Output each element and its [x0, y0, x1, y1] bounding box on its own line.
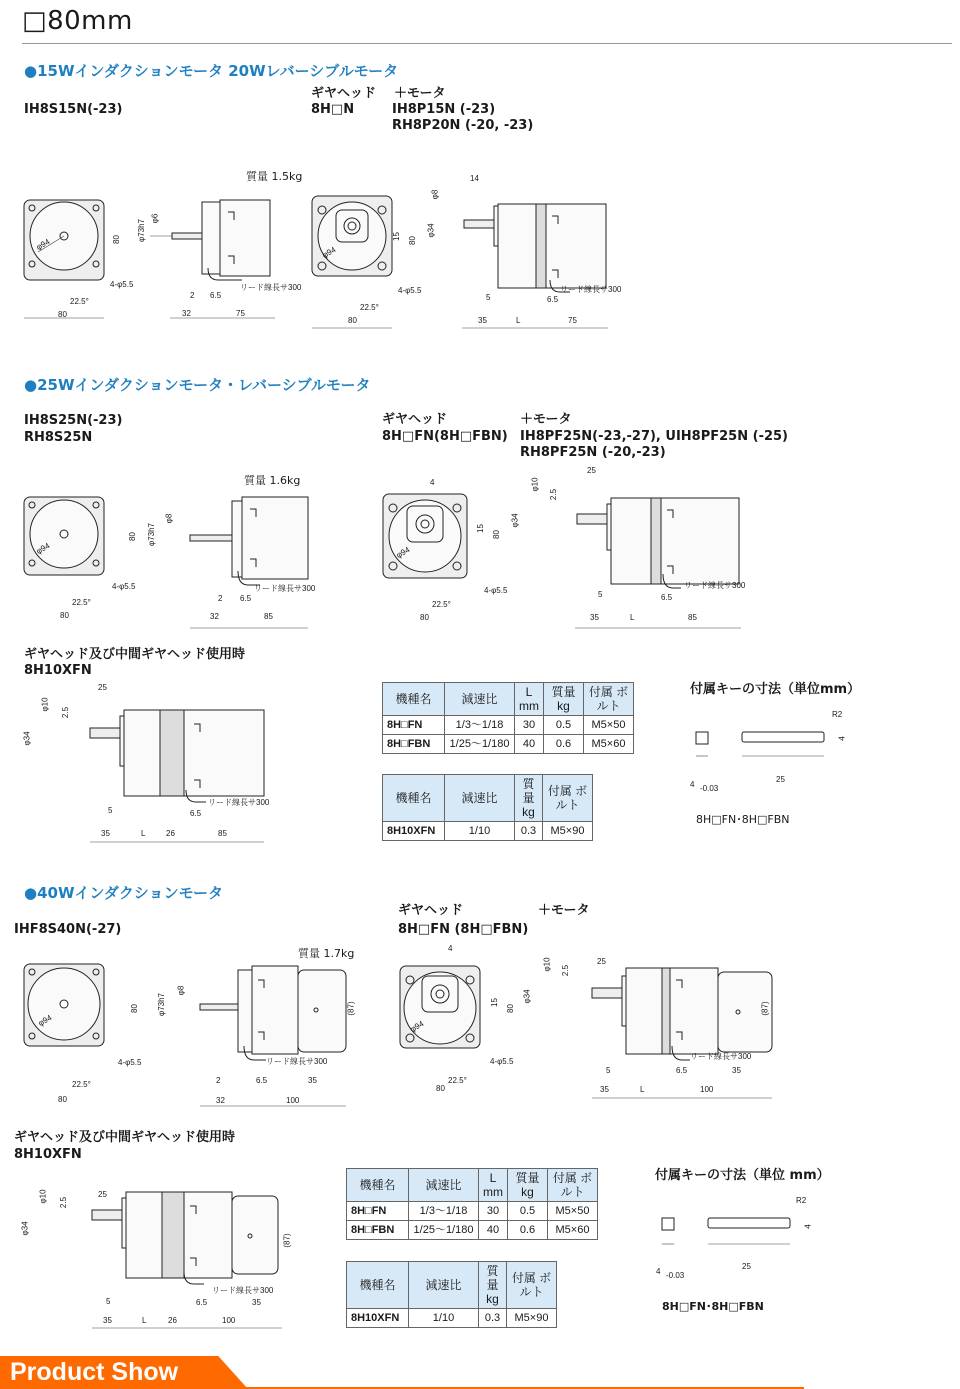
s3-gear-35b: 35 — [600, 1085, 609, 1094]
s3-phi94: φ94 — [36, 1013, 54, 1028]
s2-key-drawing — [690, 710, 843, 772]
s1-gear-holes: 4-φ5.5 — [398, 286, 422, 295]
s3-gear-side-drawing — [592, 966, 782, 1066]
s3-key-title: 付属キーの寸法（単位 mm） — [655, 1168, 830, 1183]
s2-gear-width: 80 — [420, 613, 429, 622]
s1-width-80: 80 — [58, 310, 67, 319]
s3-mid-26: 26 — [168, 1316, 177, 1325]
s2-height: 80 — [127, 532, 137, 541]
s3-plus-motor: ＋モータ — [538, 903, 590, 918]
s1-gear-front-drawing — [312, 196, 402, 286]
s2-key-title: 付属キーの寸法（単位mm） — [690, 682, 861, 697]
s2-mid-26: 26 — [166, 829, 175, 838]
s2-motor-model-1: IH8S25N(-23) — [24, 413, 123, 428]
s1-motor-front-drawing — [24, 200, 114, 280]
s1-combo-model-1: IH8P15N (-23) — [392, 102, 496, 117]
s2-key-4h: 4 — [690, 780, 695, 789]
s3-cell-model-2: 8H□FBN — [347, 1221, 409, 1240]
s2-gear-5: 5 — [598, 590, 603, 599]
s2-motor-model-2: RH8S25N — [24, 430, 93, 445]
s2-width: 80 — [60, 611, 69, 620]
cell2-bolt: M5×90 — [543, 822, 593, 841]
s1-gear-phi94: φ94 — [320, 245, 338, 260]
s1-gear-side-drawing — [462, 180, 612, 300]
s3-key-4v: 4 — [803, 1224, 813, 1229]
page-title: □80mm — [22, 6, 133, 36]
s2-dim-65: 6.5 — [240, 594, 252, 603]
th-model: 機種名 — [383, 683, 445, 716]
product-show-label: Product Show — [10, 1358, 179, 1386]
s3-gear-5: 5 — [606, 1066, 611, 1075]
s1-front-dim-lines — [24, 290, 124, 320]
s1-height-80: 80 — [111, 235, 121, 244]
s3-key-caption: 8H□FN･8H□FBN — [662, 1300, 764, 1313]
section-25w-title: ●25Wインダクションモータ・レバーシブルモータ — [24, 376, 371, 394]
s3-dim-32: 32 — [216, 1096, 225, 1105]
s1-gear-5: 5 — [486, 293, 491, 302]
s3-mid-5: 5 — [106, 1297, 111, 1306]
s2-mid-25b: 2.5 — [61, 706, 71, 719]
cell-model-2: 8H□FBN — [383, 735, 445, 754]
s2-gear-15: 15 — [475, 524, 485, 533]
s3-gear-25: 25 — [597, 957, 606, 966]
s3-gear-25b: 2.5 — [561, 964, 571, 977]
s3-phi73: φ73h7 — [156, 993, 166, 1016]
s3-th2-mass: 質量 kg — [479, 1262, 507, 1309]
s3-key-tol: -0.03 — [666, 1271, 685, 1280]
s1-gear-15: 15 — [391, 232, 401, 241]
s2-gear-holes: 4-φ5.5 — [484, 586, 508, 595]
s2-gear-25b: 2.5 — [549, 488, 559, 501]
s3-th-L: L mm — [479, 1169, 508, 1202]
s3-mid-lead: リード線長サ300 — [212, 1286, 274, 1295]
cell2-mass: 0.3 — [515, 822, 543, 841]
s3-dim-35: 35 — [308, 1076, 317, 1085]
s3-gear-65: 6.5 — [676, 1066, 688, 1075]
s3-cell-ratio-1: 1/3〜1/18 — [409, 1202, 479, 1221]
s3-mid-65: 6.5 — [196, 1298, 208, 1307]
s2-mid-85: 85 — [218, 829, 227, 838]
s2-combo-model-1: IH8PF25N(-23,-27), UIH8PF25N (-25) — [520, 429, 788, 444]
s3-cell-bolt-2: M5×60 — [548, 1221, 598, 1240]
s3-gear-holes: 4-φ5.5 — [490, 1057, 514, 1066]
s1-dim-2: 2 — [190, 291, 195, 300]
s2-plus-motor: ＋モータ — [520, 412, 572, 427]
s1-angle: 22.5° — [70, 297, 89, 306]
s3-gear-width: 80 — [436, 1084, 445, 1093]
s1-gear-height: 80 — [407, 236, 417, 245]
s3-gear-lead: リード線長サ300 — [690, 1052, 752, 1061]
s2-gear-65: 6.5 — [661, 593, 673, 602]
s1-mass: 質量 1.5kg — [246, 170, 303, 183]
s3-cell2-ratio: 1/10 — [409, 1309, 479, 1328]
s2-gear-front-drawing — [383, 494, 473, 580]
cell-ratio-1: 1/3〜1/18 — [445, 716, 515, 735]
s3-dim-100: 100 — [286, 1096, 300, 1105]
th-ratio: 減速比 — [445, 683, 515, 716]
s1-motor-side-drawing — [150, 200, 275, 280]
s2-mid-lead: リード線長サ300 — [208, 798, 270, 807]
s3-spec-table — [346, 1168, 598, 1240]
s2-combo-model-2: RH8PF25N (-20,-23) — [520, 445, 666, 460]
s1-gear-35: 35 — [478, 316, 487, 325]
s1-gear-front-dim — [312, 320, 402, 330]
s2-key-caption: 8H□FN･8H□FBN — [696, 813, 790, 826]
s3-key-4h: 4 — [656, 1267, 661, 1276]
s1-gear-side-dim — [462, 320, 612, 330]
s2-lead: リード線長サ300 — [254, 584, 316, 593]
s2-phi94: φ94 — [34, 541, 52, 556]
s3-gear-side-dim — [592, 1094, 782, 1104]
s3-phi8: φ8 — [176, 985, 186, 996]
s3-gear-label: ギヤヘッド — [398, 903, 464, 918]
s3-cell-L-2: 40 — [479, 1221, 508, 1240]
s3-gear-height: 80 — [505, 1004, 515, 1013]
s2-gear-model: 8H□FN(8H□FBN) — [382, 429, 508, 444]
s1-gear-lead: リード線長サ300 — [560, 285, 622, 294]
s3-th-ratio: 減速比 — [409, 1169, 479, 1202]
s2-mid-65: 6.5 — [190, 809, 202, 818]
cell-mass-1: 0.5 — [544, 716, 584, 735]
s2-mid-25: 25 — [98, 683, 107, 692]
section-15w-title: ●15Wインダクションモータ 20Wレバーシブルモータ — [24, 62, 399, 80]
s1-gear-75: 75 — [568, 316, 577, 325]
cell-L-1: 30 — [515, 716, 544, 735]
s3-gear-front-drawing — [400, 966, 490, 1056]
cell2-model: 8H10XFN — [383, 822, 445, 841]
s3-gear-87: (87) — [760, 1001, 770, 1016]
cell-model-1: 8H□FN — [383, 716, 445, 735]
s1-phi94: φ94 — [34, 237, 52, 252]
th-L: L mm — [515, 683, 544, 716]
s3-mid-spec-table — [346, 1261, 557, 1328]
s2-gear-lead: リード線長サ300 — [684, 581, 746, 590]
s1-gear-65: 6.5 — [547, 295, 559, 304]
cell-ratio-2: 1/25〜1/180 — [445, 735, 515, 754]
s2-key-tol: -0.03 — [700, 784, 719, 793]
s3-th2-model: 機種名 — [347, 1262, 409, 1309]
s3-87: (87) — [346, 1001, 356, 1016]
s2-phi73: φ73h7 — [146, 523, 156, 546]
s1-motor-model: IH8S15N(-23) — [24, 102, 123, 117]
th-bolt: 付属 ボルト — [584, 683, 634, 716]
s1-gear-L: L — [516, 316, 521, 325]
s3-mid-dim — [92, 1322, 292, 1332]
th2-model: 機種名 — [383, 775, 445, 822]
s3-side-dim — [200, 1100, 350, 1110]
s2-gear-phi34: φ34 — [510, 513, 520, 528]
s3-key-25: 25 — [742, 1262, 751, 1271]
s1-side-dim-lines — [150, 300, 280, 320]
s3-th-mass: 質量 kg — [508, 1169, 548, 1202]
s3-cell-model-1: 8H□FN — [347, 1202, 409, 1221]
s3-width: 80 — [58, 1095, 67, 1104]
s3-gear-angle: 22.5° — [448, 1076, 467, 1085]
s3-mid-title: ギヤヘッド及び中間ギヤヘッド使用時 — [14, 1130, 236, 1145]
s2-mid-phi10: φ10 — [40, 697, 50, 712]
s2-gear-4: 4 — [430, 478, 435, 487]
s3-mid-100: 100 — [222, 1316, 236, 1325]
s3-mid-model: 8H10XFN — [14, 1147, 82, 1162]
s1-gear-14: 14 — [470, 174, 479, 183]
s2-key-25: 25 — [776, 775, 785, 784]
s1-gear-phi8: φ8 — [430, 189, 440, 200]
s1-plus-motor: ＋モータ — [394, 86, 446, 101]
s2-holes: 4-φ5.5 — [112, 582, 136, 591]
cell-mass-2: 0.6 — [544, 735, 584, 754]
s2-side-dim — [160, 620, 310, 630]
s3-mass: 質量 1.7kg — [298, 947, 355, 960]
s3-dim-65: 6.5 — [256, 1076, 268, 1085]
th-mass: 質量 kg — [544, 683, 584, 716]
s3-th-bolt: 付属 ボルト — [548, 1169, 598, 1202]
cell-L-2: 40 — [515, 735, 544, 754]
s3-gear-phi94: φ94 — [408, 1019, 426, 1034]
s3-motor-side-drawing — [170, 966, 350, 1066]
s2-mid-L: L — [141, 829, 146, 838]
s3-angle: 22.5° — [72, 1080, 91, 1089]
th2-mass: 質量 kg — [515, 775, 543, 822]
s2-gear-height: 80 — [491, 530, 501, 539]
s3-mid-L: L — [142, 1316, 147, 1325]
section-40w-title: ●40Wインダクションモータ — [24, 884, 224, 902]
s3-motor-model: IHF8S40N(-27) — [14, 922, 122, 937]
s2-gear-angle: 22.5° — [432, 600, 451, 609]
s3-th2-ratio: 減速比 — [409, 1262, 479, 1309]
s3-cell2-bolt: M5×90 — [507, 1309, 557, 1328]
s2-mass: 質量 1.6kg — [244, 474, 301, 487]
s3-th-model: 機種名 — [347, 1169, 409, 1202]
s2-mid-gear-drawing — [90, 710, 270, 800]
s3-gear-phi34: φ34 — [522, 989, 532, 1004]
s3-mid-phi34: φ34 — [20, 1221, 30, 1236]
s2-dim-2: 2 — [218, 594, 223, 603]
s2-key-4v: 4 — [837, 736, 847, 741]
s3-mid-35: 35 — [252, 1298, 261, 1307]
s1-lead: リード線長サ300 — [240, 283, 302, 292]
s2-gear-phi10: φ10 — [530, 477, 540, 492]
s1-gear-label: ギヤヘッド — [311, 86, 377, 101]
s2-gear-side-drawing — [575, 494, 745, 594]
s2-mid-spec-table — [382, 774, 593, 841]
s3-mid-35b: 35 — [103, 1316, 112, 1325]
s1-gear-width: 80 — [348, 316, 357, 325]
s2-gear-85: 85 — [688, 613, 697, 622]
s2-gear-label: ギヤヘッド — [382, 412, 448, 427]
s1-combo-model-2: RH8P20N (-20, -23) — [392, 118, 534, 133]
cell2-ratio: 1/10 — [445, 822, 515, 841]
s2-mid-model: 8H10XFN — [24, 663, 92, 678]
s2-mid-dim — [90, 836, 270, 846]
s3-mid-87: (87) — [282, 1233, 292, 1248]
s3-key-drawing — [656, 1204, 816, 1264]
s3-cell-mass-1: 0.5 — [508, 1202, 548, 1221]
s1-phi73: φ73h7 — [136, 219, 146, 242]
s2-gear-35: 35 — [590, 613, 599, 622]
s2-phi8: φ8 — [164, 513, 174, 524]
s3-holes: 4-φ5.5 — [118, 1058, 142, 1067]
s3-mid-gear-drawing — [92, 1192, 292, 1288]
s3-cell-mass-2: 0.6 — [508, 1221, 548, 1240]
s3-cell-L-1: 30 — [479, 1202, 508, 1221]
s2-gear-side-dim — [575, 620, 745, 630]
s2-dim-32: 32 — [210, 612, 219, 621]
s1-dim-32: 32 — [182, 309, 191, 318]
s3-cell-ratio-2: 1/25〜1/180 — [409, 1221, 479, 1240]
s3-gear-4: 4 — [448, 944, 453, 953]
s2-mid-title: ギヤヘッド及び中間ギヤヘッド使用時 — [24, 647, 246, 662]
s1-dim-75: 75 — [236, 309, 245, 318]
s2-gear-phi94: φ94 — [394, 545, 412, 560]
cell-bolt-1: M5×50 — [584, 716, 634, 735]
s2-spec-table — [382, 682, 634, 754]
s3-height: 80 — [129, 1004, 139, 1013]
th2-ratio: 減速比 — [445, 775, 515, 822]
s3-mid-25b: 2.5 — [59, 1196, 69, 1209]
s2-dim-85: 85 — [264, 612, 273, 621]
s2-angle: 22.5° — [72, 598, 91, 607]
s2-mid-phi34: φ34 — [22, 731, 32, 746]
s1-gear-angle: 22.5° — [360, 303, 379, 312]
cell-bolt-2: M5×60 — [584, 735, 634, 754]
s3-gear-35: 35 — [732, 1066, 741, 1075]
s3-mid-25: 25 — [98, 1190, 107, 1199]
s2-gear-L: L — [630, 613, 635, 622]
s1-holes: 4-φ5.5 — [110, 280, 134, 289]
s1-phi6: φ6 — [150, 213, 160, 224]
s2-key-r2: R2 — [832, 710, 843, 719]
s3-dim-2: 2 — [216, 1076, 221, 1085]
s3-gear-100: 100 — [700, 1085, 714, 1094]
s1-dim-65: 6.5 — [210, 291, 222, 300]
th2-bolt: 付属 ボルト — [543, 775, 593, 822]
title-divider — [22, 43, 952, 44]
s2-motor-side-drawing — [160, 497, 310, 587]
s3-th2-bolt: 付属 ボルト — [507, 1262, 557, 1309]
s3-key-r2: R2 — [796, 1196, 807, 1205]
s3-motor-front-drawing — [24, 964, 124, 1054]
s2-mid-5: 5 — [108, 806, 113, 815]
s2-gear-25: 25 — [587, 466, 596, 475]
s2-motor-front-drawing — [24, 497, 124, 577]
s1-gear-phi34: φ34 — [426, 223, 436, 238]
s3-gear-phi10: φ10 — [542, 957, 552, 972]
s2-mid-35: 35 — [101, 829, 110, 838]
s3-gear-model: 8H□FN (8H□FBN) — [398, 922, 529, 937]
s3-mid-phi10: φ10 — [38, 1189, 48, 1204]
s3-cell2-mass: 0.3 — [479, 1309, 507, 1328]
s3-gear-L: L — [640, 1085, 645, 1094]
s3-lead: リード線長サ300 — [266, 1057, 328, 1066]
s3-cell2-model: 8H10XFN — [347, 1309, 409, 1328]
s3-gear-15: 15 — [489, 998, 499, 1007]
s3-cell-bolt-1: M5×50 — [548, 1202, 598, 1221]
s1-gear-model: 8H□N — [311, 102, 355, 117]
